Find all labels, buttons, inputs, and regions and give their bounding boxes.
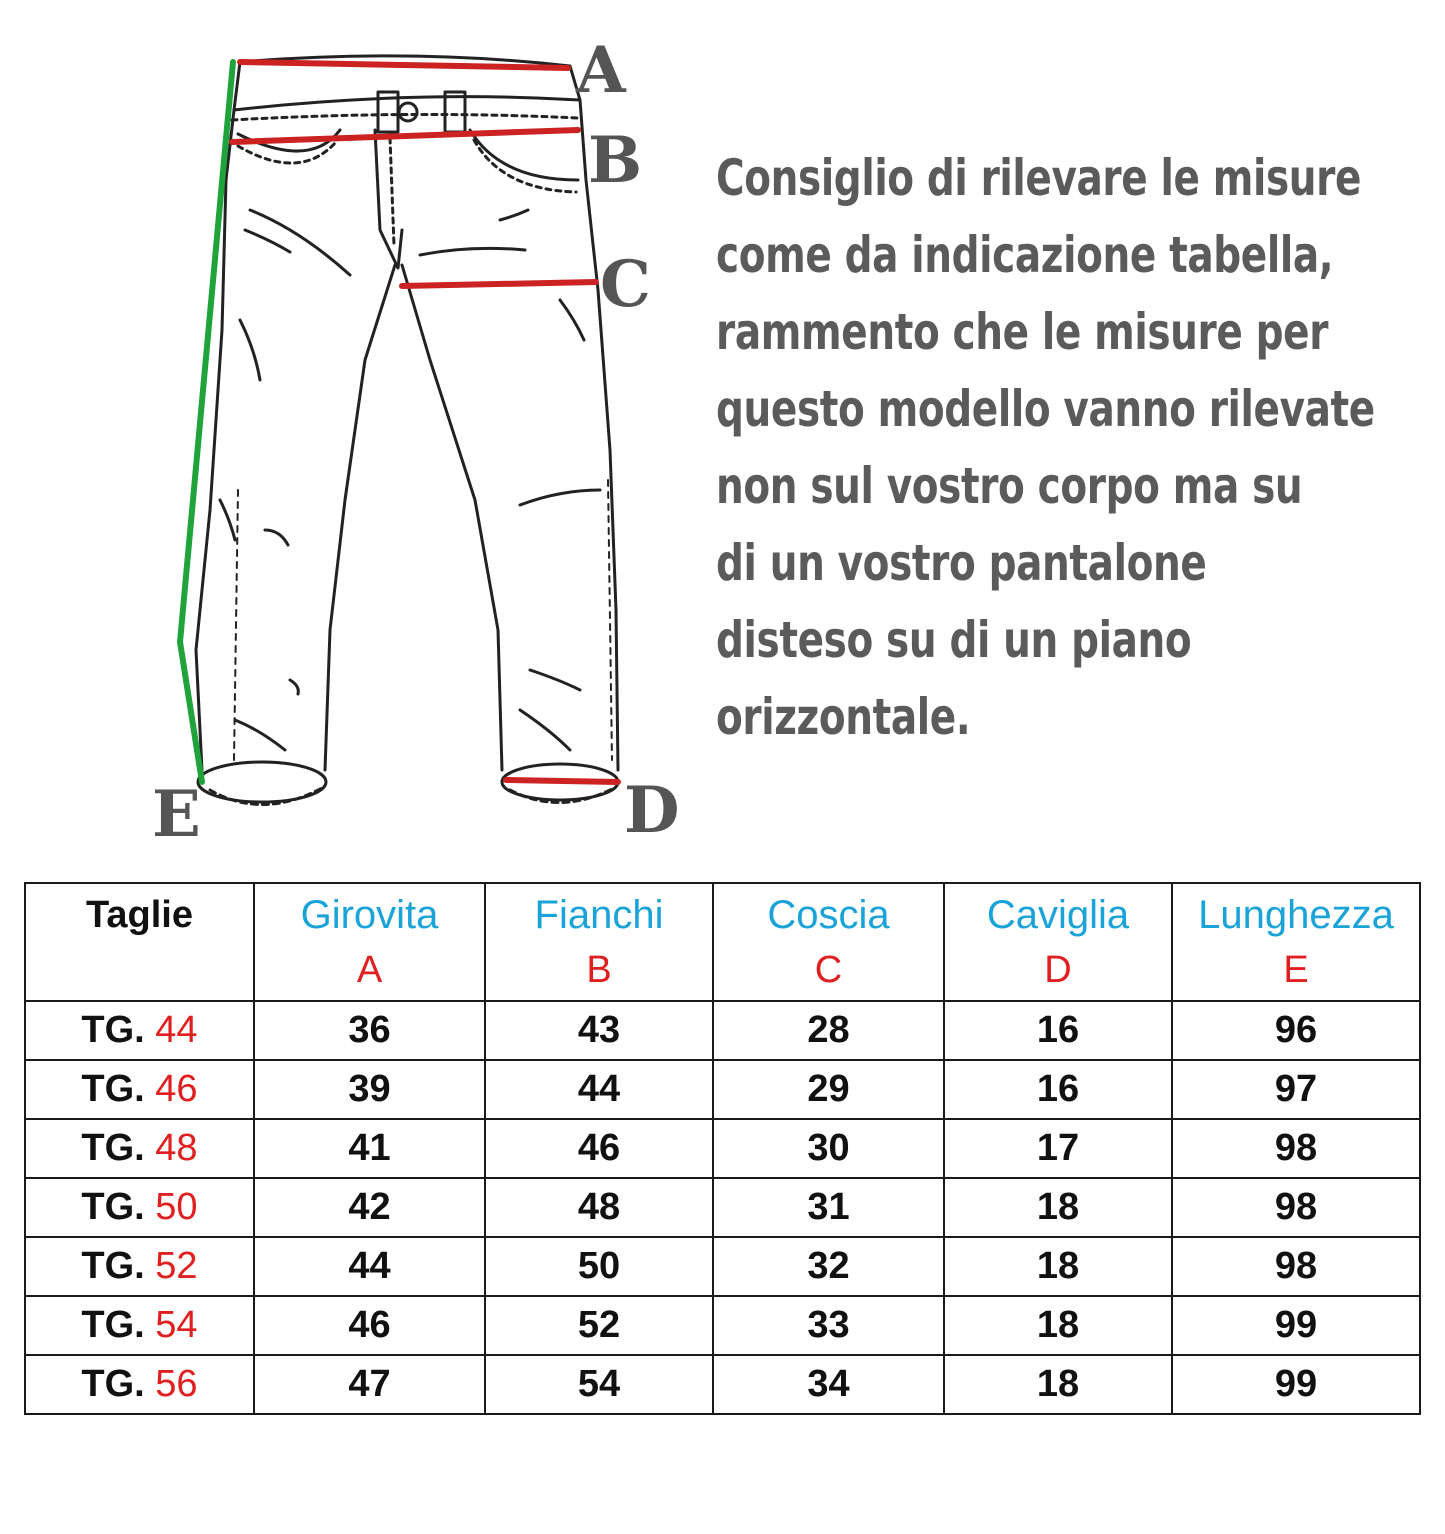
cell-fianchi: 43 [485, 1001, 713, 1060]
size-label [25, 1001, 254, 1060]
cell-lunghezza: 98 [1172, 1178, 1420, 1237]
column-name: Coscia [767, 893, 890, 937]
instruction-line: rammento che le misure per [716, 303, 1329, 361]
label-e: E [152, 777, 201, 852]
column-name: Caviglia [986, 893, 1130, 937]
cell-fianchi: 54 [485, 1355, 713, 1414]
size-label [25, 1178, 254, 1237]
cell-lunghezza: 99 [1172, 1355, 1420, 1414]
pants-diagram [140, 30, 700, 850]
table-row [25, 1119, 1420, 1178]
size-prefix: TG. [81, 1009, 145, 1051]
size-number: 50 [155, 1186, 198, 1228]
column-letter: C [814, 949, 843, 991]
column-letter: B [586, 949, 612, 991]
header-taglie [25, 883, 254, 1001]
size-number: 44 [155, 1009, 198, 1051]
cell-lunghezza: 99 [1172, 1296, 1420, 1355]
size-number: 54 [155, 1304, 198, 1346]
column-name: Girovita [300, 893, 439, 937]
measurement-lines [232, 62, 618, 782]
cell-fianchi: 46 [485, 1119, 713, 1178]
cell-fianchi: 44 [485, 1060, 713, 1119]
size-table [24, 882, 1421, 1415]
cell-girovita: 41 [254, 1119, 485, 1178]
cell-fianchi: 50 [485, 1237, 713, 1296]
cell-coscia: 28 [713, 1001, 944, 1060]
size-number: 48 [155, 1127, 198, 1169]
table-row [25, 1178, 1420, 1237]
cell-caviglia: 18 [944, 1355, 1172, 1414]
cell-girovita: 42 [254, 1178, 485, 1237]
cell-caviglia: 16 [944, 1001, 1172, 1060]
column-name: Lunghezza [1198, 893, 1394, 937]
label-a: A [576, 33, 626, 108]
size-label [25, 1296, 254, 1355]
pants-outline [196, 56, 618, 805]
table-row [25, 1001, 1420, 1060]
cell-coscia: 32 [713, 1237, 944, 1296]
column-letter: A [356, 949, 383, 991]
table-row [25, 1296, 1420, 1355]
instruction-line: Consiglio di rilevare le misure [716, 149, 1362, 207]
table-row [25, 1237, 1420, 1296]
header-lunghezza [1172, 883, 1420, 1001]
size-prefix: TG. [81, 1186, 145, 1228]
instruction-line: di un vostro pantalone [716, 534, 1207, 592]
label-c: C [600, 247, 651, 322]
cell-caviglia: 18 [944, 1296, 1172, 1355]
cell-lunghezza: 97 [1172, 1060, 1420, 1119]
cell-lunghezza: 98 [1172, 1119, 1420, 1178]
cell-girovita: 36 [254, 1001, 485, 1060]
cell-lunghezza: 98 [1172, 1237, 1420, 1296]
label-d: D [624, 773, 680, 848]
size-number: 56 [155, 1363, 198, 1405]
header-girovita [254, 883, 485, 1001]
cell-girovita: 39 [254, 1060, 485, 1119]
cell-girovita: 46 [254, 1296, 485, 1355]
cell-coscia: 34 [713, 1355, 944, 1414]
cell-coscia: 30 [713, 1119, 944, 1178]
instruction-line: orizzontale. [716, 688, 971, 746]
size-number: 52 [155, 1245, 198, 1287]
header-taglie-label: Taglie [86, 894, 193, 936]
measuring-instructions [716, 140, 1416, 756]
column-letter: E [1283, 949, 1309, 991]
label-b: B [588, 123, 643, 198]
size-prefix: TG. [81, 1127, 145, 1169]
header-coscia [713, 883, 944, 1001]
cell-lunghezza: 96 [1172, 1001, 1420, 1060]
cell-caviglia: 16 [944, 1060, 1172, 1119]
size-prefix: TG. [81, 1363, 145, 1405]
instruction-line: disteso su di un piano [716, 611, 1192, 669]
cell-fianchi: 52 [485, 1296, 713, 1355]
table-row [25, 1355, 1420, 1414]
cell-caviglia: 18 [944, 1237, 1172, 1296]
instruction-line: come da indicazione tabella, [716, 226, 1334, 284]
cell-fianchi: 48 [485, 1178, 713, 1237]
size-prefix: TG. [81, 1245, 145, 1287]
cell-coscia: 31 [713, 1178, 944, 1237]
measure-line-c [402, 282, 596, 286]
cell-girovita: 44 [254, 1237, 485, 1296]
size-label [25, 1060, 254, 1119]
cell-caviglia: 18 [944, 1178, 1172, 1237]
measure-line-a [240, 62, 568, 68]
cell-coscia: 29 [713, 1060, 944, 1119]
size-number: 46 [155, 1068, 198, 1110]
instruction-line: non sul vostro corpo ma su [716, 457, 1303, 515]
instruction-line: questo modello vanno rilevate [716, 380, 1375, 438]
column-letter: D [1044, 949, 1072, 991]
size-label [25, 1119, 254, 1178]
measure-line-b [232, 130, 578, 142]
pants-illustration [140, 30, 700, 850]
size-label [25, 1237, 254, 1296]
table-row [25, 1060, 1420, 1119]
length-line-e [180, 62, 233, 782]
size-prefix: TG. [81, 1068, 145, 1110]
size-prefix: TG. [81, 1304, 145, 1346]
cell-caviglia: 17 [944, 1119, 1172, 1178]
column-name: Fianchi [534, 893, 664, 937]
header-fianchi [485, 883, 713, 1001]
table-header-row [25, 883, 1420, 1001]
header-caviglia [944, 883, 1172, 1001]
measure-line-d [506, 780, 618, 782]
size-label [25, 1355, 254, 1414]
cell-coscia: 33 [713, 1296, 944, 1355]
cell-girovita: 47 [254, 1355, 485, 1414]
